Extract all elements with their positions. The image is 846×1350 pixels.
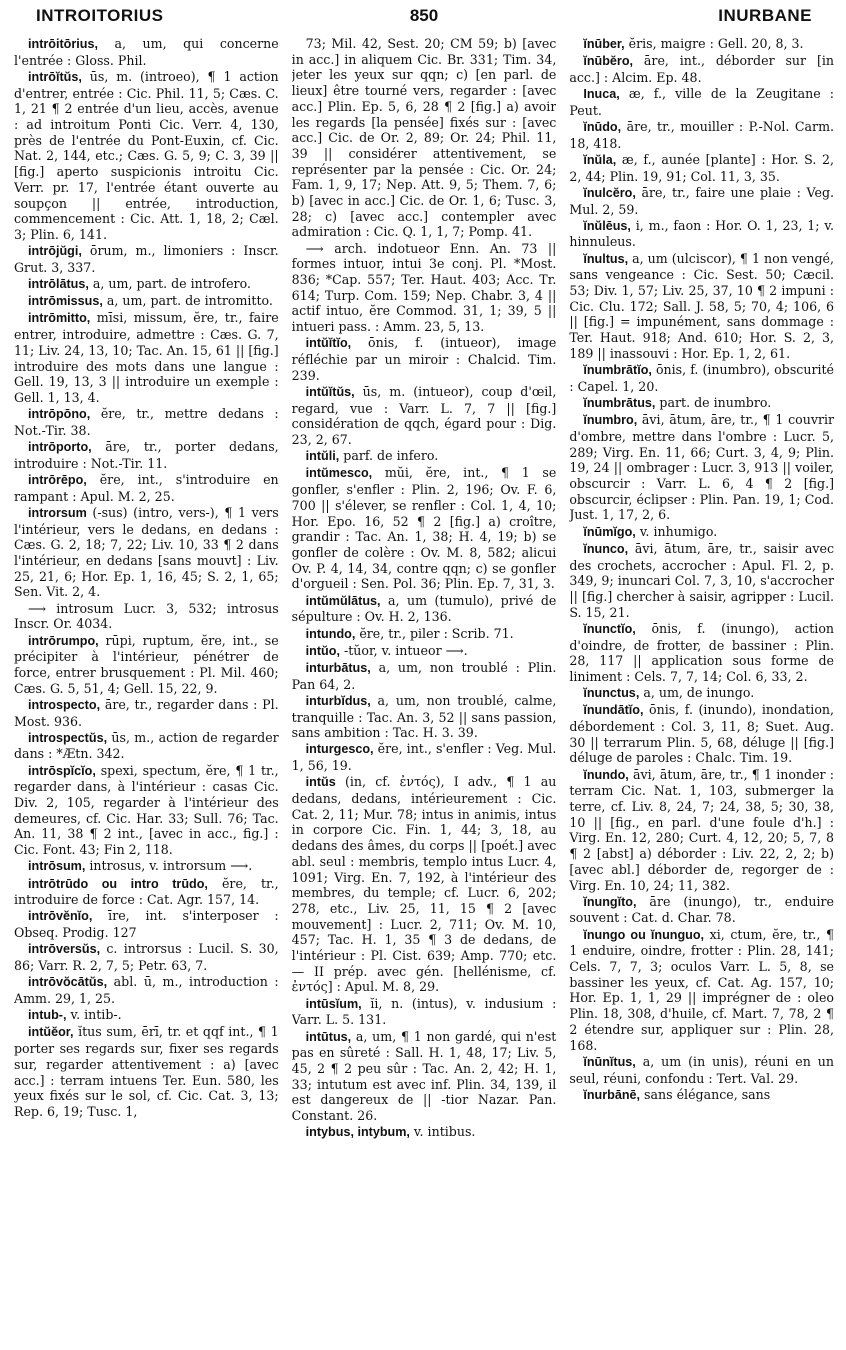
entry-headword: intūtus, <box>305 1029 352 1044</box>
entry-headword: intŭmŭlātus, <box>305 593 381 608</box>
entry-body: ōnis, f. (inundo), inondation, débordement : Col. 3, 11, 8; Suet. Aug. 30 || terrarum Plin. 5, 68, déluge || [fig.] déluge de paroles : Chalc. Tim. 19. <box>569 702 834 766</box>
entry-headword: intrōsum, <box>28 859 86 874</box>
dictionary-entry <box>14 406 279 438</box>
entry-headword: ĭnundātĭo, <box>583 703 644 718</box>
dictionary-entry <box>569 251 834 362</box>
entry-headword: intrōpōno, <box>28 407 91 422</box>
dictionary-entry <box>14 69 279 243</box>
dictionary-entry <box>569 119 834 151</box>
entry-headword: intrōrumpo, <box>28 633 99 648</box>
dictionary-entry <box>292 774 557 995</box>
column-1 <box>14 36 279 1342</box>
dictionary-entry <box>14 730 279 762</box>
dictionary-entry <box>292 693 557 741</box>
entry-headword: intŭmesco, <box>305 466 373 481</box>
entry-body: a, um, non troublé, calme, tranquille : Tac. An. 3, 52 || sans passion, sans ambition : Tac. H. 3. 39. <box>291 692 557 741</box>
entry-headword: intrōĭtŭs, <box>28 69 82 84</box>
entry-headword: ĭnunctĭo, <box>583 621 636 636</box>
dictionary-entry <box>292 448 557 465</box>
entry-body: ūs, m. (intueor), coup d'œil, regard, vue : Varr. L. 7, 7 || [fig.] considération de qqch, égard pour : Dig. 23, 2, 67. <box>291 383 557 448</box>
page-number: 850 <box>409 6 439 25</box>
entry-body: a, um, non troublé : Plin. Pan 64, 2. <box>291 659 557 692</box>
dictionary-entry <box>14 763 279 858</box>
entry-headword: inturbātus, <box>305 660 371 675</box>
entry-headword: intrōjŭgi, <box>28 244 82 259</box>
dictionary-entry <box>292 335 557 383</box>
entry-body: ōnis, f. (inungo), action d'oindre, de frotter, de bassiner : Plin. 28, 117 || application sous forme de liniment : Cels. 7, 7, 14; Col. 6, 33, 2. <box>569 620 834 684</box>
dictionary-entry <box>569 362 834 394</box>
dictionary-entry <box>14 472 279 504</box>
entry-body: ōnis, f. (inumbro), obscurité : Capel. 1, 20. <box>569 362 834 394</box>
entry-body: xi, ctum, ĕre, tr., ¶ 1 enduire, oindre, frotter : Plin. 28, 141; Cels. 7, 7, 3; oculos Varr. L. 5, 8, se bassiner les yeux, cf. Cat. Ag. 157, 10; Hor. Ep. 1, 1, 29 || imprégner de : oleo Plin. 18, 308, d'huile, cf. Mart. 7, 78, 2 ¶ 2 étendre sur, appliquer sur : Plin. 28, 168. <box>569 926 834 1053</box>
entry-headword: ĭnungo ou ĭnunguo, <box>583 927 705 942</box>
entry-headword: intybus, intybum, <box>305 1125 410 1140</box>
entry-headword: intrōvŏcātŭs, <box>28 975 108 990</box>
dictionary-entry <box>569 53 834 85</box>
entry-body: v. inhumigo. <box>635 523 718 539</box>
column-3 <box>569 36 834 1342</box>
entry-body: ūs, m. (introeo), ¶ 1 action d'entrer, entrée : Cic. Phil. 11, 5; Cæs. C. 1, 21 ¶ 2 entrée d'un lieu, accès, avenue : ad introitum Ponti Cic. Verr. 4, 130, près de l'entrée du Pont-Euxin, cf. Cic. Nat. 2, 144, etc.; Cæs. G. 5, 9; C. 3, 39 || [fig.] aperto suspicionis introitu Cic. Verr. pr. 17, l'entrée étant ouverte au soupçon || entrée, introduction, commencement : Cic. Att. 1, 18, 2; Cæl. 3; Plin. 6, 141. <box>14 68 279 242</box>
entry-headword: intrōmissus, <box>28 294 103 309</box>
entry-body: ĭi, n. (intus), v. indusium : Varr. L. 5. 131. <box>291 995 557 1028</box>
entry-headword: ĭnūdo, <box>583 120 622 135</box>
entry-headword: ĭnunctus, <box>583 686 640 701</box>
entry-headword: intrōtrūdo ou intro trūdo, <box>28 876 208 891</box>
dictionary-entry <box>569 412 834 523</box>
dictionary-entry <box>569 1054 834 1086</box>
entry-body: a, um (ulciscor), ¶ 1 non vengé, sans vengeance : Cic. Sest. 50; Cæcil. 53; Div. 1, 57; Liv. 25, 37, 10 ¶ 2 impuni : Cic. Clu. 172; Sall. J. 58, 5; 70, 4; 106, 6 || [fig.] = impunément, sans dommage : Ter. Haut. 918; And. 610; Hor. S. 2, 3, 189 || inassouvi : Hor. Ep. 1, 2, 61. <box>569 250 834 361</box>
entry-body: ĕre, int., s'enfler : Veg. Mul. 1, 56, 19. <box>291 741 557 774</box>
entry-headword: introspecto, <box>28 697 101 712</box>
dictionary-entry <box>292 996 557 1028</box>
running-header <box>14 0 834 36</box>
entry-headword: ĭnūbĕro, <box>583 54 634 69</box>
entry-columns <box>14 36 834 1342</box>
dictionary-entry <box>569 767 834 894</box>
dictionary-entry <box>569 685 834 702</box>
entry-headword: intrōspĭcĭo, <box>28 763 96 778</box>
entry-headword: ĭnunco, <box>583 541 629 556</box>
dictionary-entry <box>14 36 279 68</box>
header-left-guideword: INTROITORIUS <box>36 6 164 25</box>
entry-headword: intŭs <box>305 775 336 790</box>
entry-headword: ĭnumbrātus, <box>583 395 656 410</box>
entry-body: introsus, v. introrsum ⟶. <box>85 858 253 874</box>
entry-headword: intŭĭtŭs, <box>305 384 355 399</box>
entry-body: āvi, ātum, āre, tr., ¶ 1 inonder : terram Cic. Nat. 1, 103, submerger la terre, cf. Liv. 8, 24, 7; 24, 38, 5; 30, 38, 10 || [fig., en parl. d'une foule d'h.] : Virg. En. 12, 280; Curt. 4, 12, 20; 5, 7, 8 ¶ 2 [abst] a) déborder : Liv. 22, 2, 2; b) [avec abl.] déborder de, regorger de : Virg. En. 10, 24; 11, 382. <box>569 766 834 893</box>
entry-body: āre, int., déborder sur [in acc.] : Alcim. Ep. 48. <box>569 53 834 85</box>
dictionary-entry <box>292 741 557 773</box>
entry-headword: intrōitōrius, <box>28 37 98 51</box>
entry-body: āre, tr., porter dedans, introduire : Not.-Tir. 11. <box>14 439 279 471</box>
entry-body: a, um, qui concerne l'entrée : Gloss. Phil. <box>14 36 279 68</box>
dictionary-entry <box>569 36 834 53</box>
entry-body: a, um, ¶ 1 non gardé, qui n'est pas en sûreté : Sall. H. 1, 48, 17; Liv. 5, 45, 2 ¶ 2 peu sûr : Tac. An. 2, 42; H. 1, 33; intutum est avec inf. Plin. 34, 139, il est dangereux de || -tior Nazar. Pan. Constant. 26. <box>291 1028 557 1124</box>
entry-headword: ĭnultus, <box>583 251 629 266</box>
header-right-guideword: INURBANE <box>718 6 812 25</box>
entry-body: āvi, ātum, āre, tr., saisir avec des crochets, accrocher : Apul. Fl. 2, p. 349, 9; inuncari Col. 7, 3, 10, s'accrocher || [fig.] chercher à saisir, agripper : Lucil. S. 15, 21. <box>569 540 834 620</box>
entry-body: ūs, m., action de regarder dans : *Ætn. 342. <box>14 729 279 762</box>
dictionary-entry <box>14 243 279 275</box>
entry-body: ōrum, m., limoniers : Inscr. Grut. 3, 337. <box>14 243 279 275</box>
entry-headword: ĭnungĭto, <box>583 894 637 909</box>
entry-body: ⟶ arch. indotueor Enn. An. 73 || formes intuor, intui 3e conj. Pl. *Most. 836; *Cap. 557; Ter. Haut. 403; Acc. Tr. 614; Turp. Com. 159; Nep. Chabr. 3, 4 || actif intuo, ĕre Commod. 31, 1; 39, 5 || intueri pass. : Amm. 23, 5, 13. <box>291 240 557 335</box>
dictionary-entry <box>14 941 279 973</box>
entry-headword: intub-, <box>28 1008 67 1023</box>
entry-body: (-sus) (intro, vers-), ¶ 1 vers l'intérieur, vers le dedans, en dedans : Cæs. G. 2, 18; 7, 22; Liv. 10, 33 ¶ 2 dans l'intérieur, en dedans [sans mouvt] : Liv. 25, 21, 6; Hor. Ep. 1, 16, 45; S. 2, 1, 65; Sen. Vit. 2, 4. <box>14 504 279 600</box>
dictionary-entry <box>569 1087 834 1104</box>
dictionary-entry <box>569 702 834 766</box>
entry-body: ĕre, int., s'introduire en rampant : Apul. M. 2, 25. <box>14 471 279 504</box>
entry-body: āre (inungo), tr., enduire souvent : Cat. d. Char. 78. <box>569 893 834 926</box>
dictionary-entry <box>292 1124 557 1141</box>
entry-headword: ĭnumbro, <box>583 413 638 428</box>
dictionary-entry <box>292 384 557 448</box>
dictionary-entry <box>14 439 279 471</box>
entry-body: ⟶ introsum Lucr. 3, 532; introsus Inscr. Or. 4034. <box>14 600 279 632</box>
entry-headword: intrōrēpo, <box>28 472 87 487</box>
entry-body: sans élégance, sans <box>640 1086 771 1102</box>
dictionary-entry <box>292 241 557 335</box>
entry-headword: intŭo, <box>305 643 340 658</box>
entry-body: c. introrsus : Lucil. S. 30, 86; Varr. R. 2, 7, 5; Petr. 63, 7. <box>14 941 279 974</box>
dictionary-entry <box>14 908 279 940</box>
entry-body: 73; Mil. 42, Sest. 20; CM 59; b) [avec in acc.] in aliquem Cic. Br. 331; Tim. 34, jeter les yeux sur qqn; c) [en parl. de lieux] être tourné vers, regarder : [avec acc.] Plin. Ep. 5, 6, 28 ¶ 2 [fig.] a) avoir les regards [la pensée] fixés sur : [avec acc.] Cic. de Or. 2, 89; Or. 24; Phil. 11, 39 || considérer attentivement, se représenter par la pensée : Cic. Or. 24; Fam. 1, 9, 17; Nep. Att. 9, 5; Them. 7, 6; b) [avec in acc.] Cic. de Or. 1, 6; Tusc. 3, 28; c) [avec acc.] contempler avec admiration : Cic. Q. 1, 1, 7; Pomp. 41. <box>291 36 557 240</box>
dictionary-entry <box>292 1029 557 1124</box>
entry-headword: ĭnundo, <box>583 767 629 782</box>
entry-headword: ĭnūmĭgo, <box>583 524 636 539</box>
entry-body: æ, f., aunée [plante] : Hor. S. 2, 2, 44; Plin. 19, 91; Col. 11, 3, 35. <box>569 151 834 184</box>
entry-body: mīsi, missum, ĕre, tr., faire entrer, introduire, admettre : Cæs. G. 7, 11; Liv. 24, 13, 10; Tac. An. 15, 61 || [fig.] introduire des mots dans une langue : Gell. 19, 13, 3 || introduire un exemple : Gell. 1, 13, 4. <box>14 310 279 405</box>
dictionary-entry <box>569 218 834 250</box>
entry-body: īre, int. s'interposer : Obseq. Prodig. 127 <box>14 908 279 941</box>
entry-headword: Inuca, <box>583 87 620 102</box>
dictionary-entry <box>569 185 834 217</box>
entry-body: a, um, part. de introfero. <box>88 276 251 292</box>
dictionary-entry <box>292 593 557 625</box>
entry-headword: intrōmitto, <box>28 311 91 326</box>
dictionary-entry <box>569 152 834 184</box>
entry-headword: intŭĕor, <box>28 1025 74 1040</box>
entry-body: (in, cf. ἐντός), I adv., ¶ 1 au dedans, dedans, intérieurement : Cic. Cat. 2, 11; Mur. 78; intus in animis, intus in corpore Cic. Fin. 1, 44; 3, 18, au dedans des âmes, du corps || [poét.] avec abl. seul : membris, templo intus Lucr. 4, 1091; Virg. En. 7, 192, à l'intérieur des membres, du temple; cf. Lucr. 6, 202; 278, etc., Liv. 25, 11, 15 ¶ 2 [avec mouvement] : Lucr. 2, 711; Ov. M. 10, 457; Tac. H. 1, 35 ¶ 3 de dedans, de l'intérieur : Pl. Cist. 639; Amp. 770; etc. — II prép. avec gén. [hellénisme, cf. ἐντός] : Apul. M. 8, 29. <box>291 774 557 995</box>
entry-body: spexi, spectum, ĕre, ¶ 1 tr., regarder dans, à l'intérieur : casas Cic. Div. 2, 105, regarder à l'intérieur des demeures, cf. Cic. Har. 33; Sull. 76; Tac. An. 11, 38 ¶ 2 int., [avec in acc., fig.] : Cic. Font. 43; Fin 2, 118. <box>14 762 279 858</box>
entry-headword: intŭli, <box>305 449 340 464</box>
entry-body: i, m., faon : Hor. O. 1, 23, 1; v. hinnuleus. <box>569 217 834 250</box>
entry-body: ōnis, f. (intueor), image réfléchie par un miroir : Chalcid. Tim. 239. <box>291 335 557 383</box>
entry-headword: intrōporto, <box>28 440 92 455</box>
dictionary-entry <box>569 894 834 926</box>
entry-body: ĭtus sum, ērī, tr. et qqf int., ¶ 1 porter ses regards sur, fixer ses regards sur, regarder attentivement : a) [avec acc.] : terram intuens Ter. Eun. 580, les yeux fixés sur le sol, cf. Cic. Cat. 3, 13; Rep. 6, 19; Tusc. 1, <box>14 1024 279 1119</box>
entry-body: rūpi, ruptum, ĕre, int., se précipiter à l'intérieur, pénétrer de force, entrer brusquement : Pl. Mil. 460; Cæs. G. 5, 51, 4; Gell. 15, 22, 9. <box>14 632 279 696</box>
dictionary-entry <box>569 621 834 685</box>
dictionary-entry <box>14 1024 279 1119</box>
entry-headword: ĭnūnĭtus, <box>583 1054 636 1069</box>
entry-body: mŭi, ĕre, int., ¶ 1 se gonfler, s'enfler : Plin. 2, 196; Ov. F. 6, 700 || s'élever, se renfler : Col. 1, 4, 10; Hor. Epo. 16, 52 ¶ 2 [fig.] a) croître, grandir : Tac. An. 1, 38; H. 4, 19; b) se gonfler de colère : Ov. M. 8, 582; alicui Ov. P. 4, 14, 34, contre qqn; c) se gonfler d'orgueil : Sen. Pol. 36; Plin. Ep. 7, 31, 3. <box>291 465 557 592</box>
dictionary-entry <box>14 858 279 875</box>
entry-body: -tŭor, v. intueor ⟶. <box>339 642 468 658</box>
dictionary-entry <box>292 626 557 643</box>
entry-body: a, um, de inungo. <box>639 685 755 701</box>
dictionary-entry <box>14 310 279 405</box>
entry-headword: introspectŭs, <box>28 730 108 745</box>
entry-body: æ, f., ville de la Zeugitane : Peut. <box>569 86 834 118</box>
entry-body: a, um (tumulo), privé de sépulture : Ov. H. 2, 136. <box>291 592 557 625</box>
entry-body: āre, tr., regarder dans : Pl. Most. 936. <box>14 696 279 729</box>
entry-body: ĕris, maigre : Gell. 20, 8, 3. <box>624 36 804 51</box>
entry-headword: inturgesco, <box>305 742 374 757</box>
entry-headword: intŭĭtĭo, <box>305 336 352 351</box>
entry-body: āre, tr., mouiller : P.-Nol. Carm. 18, 418. <box>569 119 834 151</box>
entry-headword: introrsum <box>28 505 87 520</box>
entry-headword: intrōlātus, <box>28 277 89 292</box>
dictionary-entry <box>569 927 834 1054</box>
entry-headword: ĭnūber, <box>583 37 625 51</box>
entry-headword: intrōversŭs, <box>28 942 101 957</box>
entry-body: ĕre, tr., mettre dedans : Not.-Tir. 38. <box>14 406 279 438</box>
dictionary-entry <box>14 974 279 1006</box>
entry-headword: ĭnumbrātĭo, <box>583 363 652 378</box>
dictionary-entry <box>14 276 279 293</box>
entry-body: abl. ū, m., introduction : Amm. 29, 1, 25. <box>14 974 279 1006</box>
entry-body: āre, tr., faire une plaie : Veg. Mul. 2, 59. <box>569 184 834 217</box>
dictionary-entry <box>569 541 834 621</box>
entry-body: a, um (in unis), réuni en un seul, réuni, confondu : Tert. Val. 29. <box>569 1053 834 1086</box>
dictionary-entry <box>569 524 834 541</box>
entry-headword: intūsĭum, <box>305 996 362 1011</box>
entry-headword: intrōvĕnĭo, <box>28 909 93 924</box>
dictionary-entry <box>292 660 557 692</box>
entry-body: āvi, ātum, āre, tr., ¶ 1 couvrir d'ombre, mettre dans l'ombre : Lucr. 5, 289; Virg. En. 11, 66; Curt. 3, 4, 9; Plin. 19, 24 || ombrager : Lucr. 3, 913 || voiler, obscurcir : Varr. L. 6, 4 ¶ 2 [fig.] obscurcir, éclipser : Plin. Pan. 19, 1; Cod. Just. 1, 17, 2, 6. <box>569 412 834 523</box>
entry-headword: ĭnurbānē, <box>583 1087 641 1102</box>
dictionary-entry <box>14 633 279 697</box>
dictionary-entry <box>14 293 279 310</box>
dictionary-entry <box>14 697 279 729</box>
column-2 <box>292 36 557 1342</box>
entry-body: v. intibus. <box>409 1124 476 1140</box>
entry-body: parf. de infero. <box>339 448 439 464</box>
dictionary-entry <box>569 86 834 118</box>
dictionary-entry <box>569 395 834 412</box>
entry-headword: ĭnŭlēus, <box>583 218 631 233</box>
dictionary-entry <box>14 1007 279 1024</box>
entry-headword: intundo, <box>305 626 356 641</box>
dictionary-entry <box>292 643 557 660</box>
dictionary-entry <box>292 36 557 240</box>
entry-headword: inturbĭdus, <box>305 693 371 708</box>
entry-body: a, um, part. de intromitto. <box>102 293 273 309</box>
entry-body: ĕre, tr., piler : Scrib. 71. <box>355 625 514 641</box>
entry-headword: ĭnulcĕro, <box>583 185 636 200</box>
dictionary-entry <box>14 601 279 632</box>
entry-body: v. intib-. <box>66 1007 122 1023</box>
entry-headword: ĭnŭla, <box>583 152 617 167</box>
dictionary-entry <box>14 505 279 600</box>
entry-body: ĕre, tr., introduire de force : Cat. Agr. 157, 14. <box>14 875 279 908</box>
dictionary-entry <box>14 876 279 908</box>
dictionary-entry <box>292 465 557 592</box>
entry-body: part. de inumbro. <box>655 394 772 410</box>
